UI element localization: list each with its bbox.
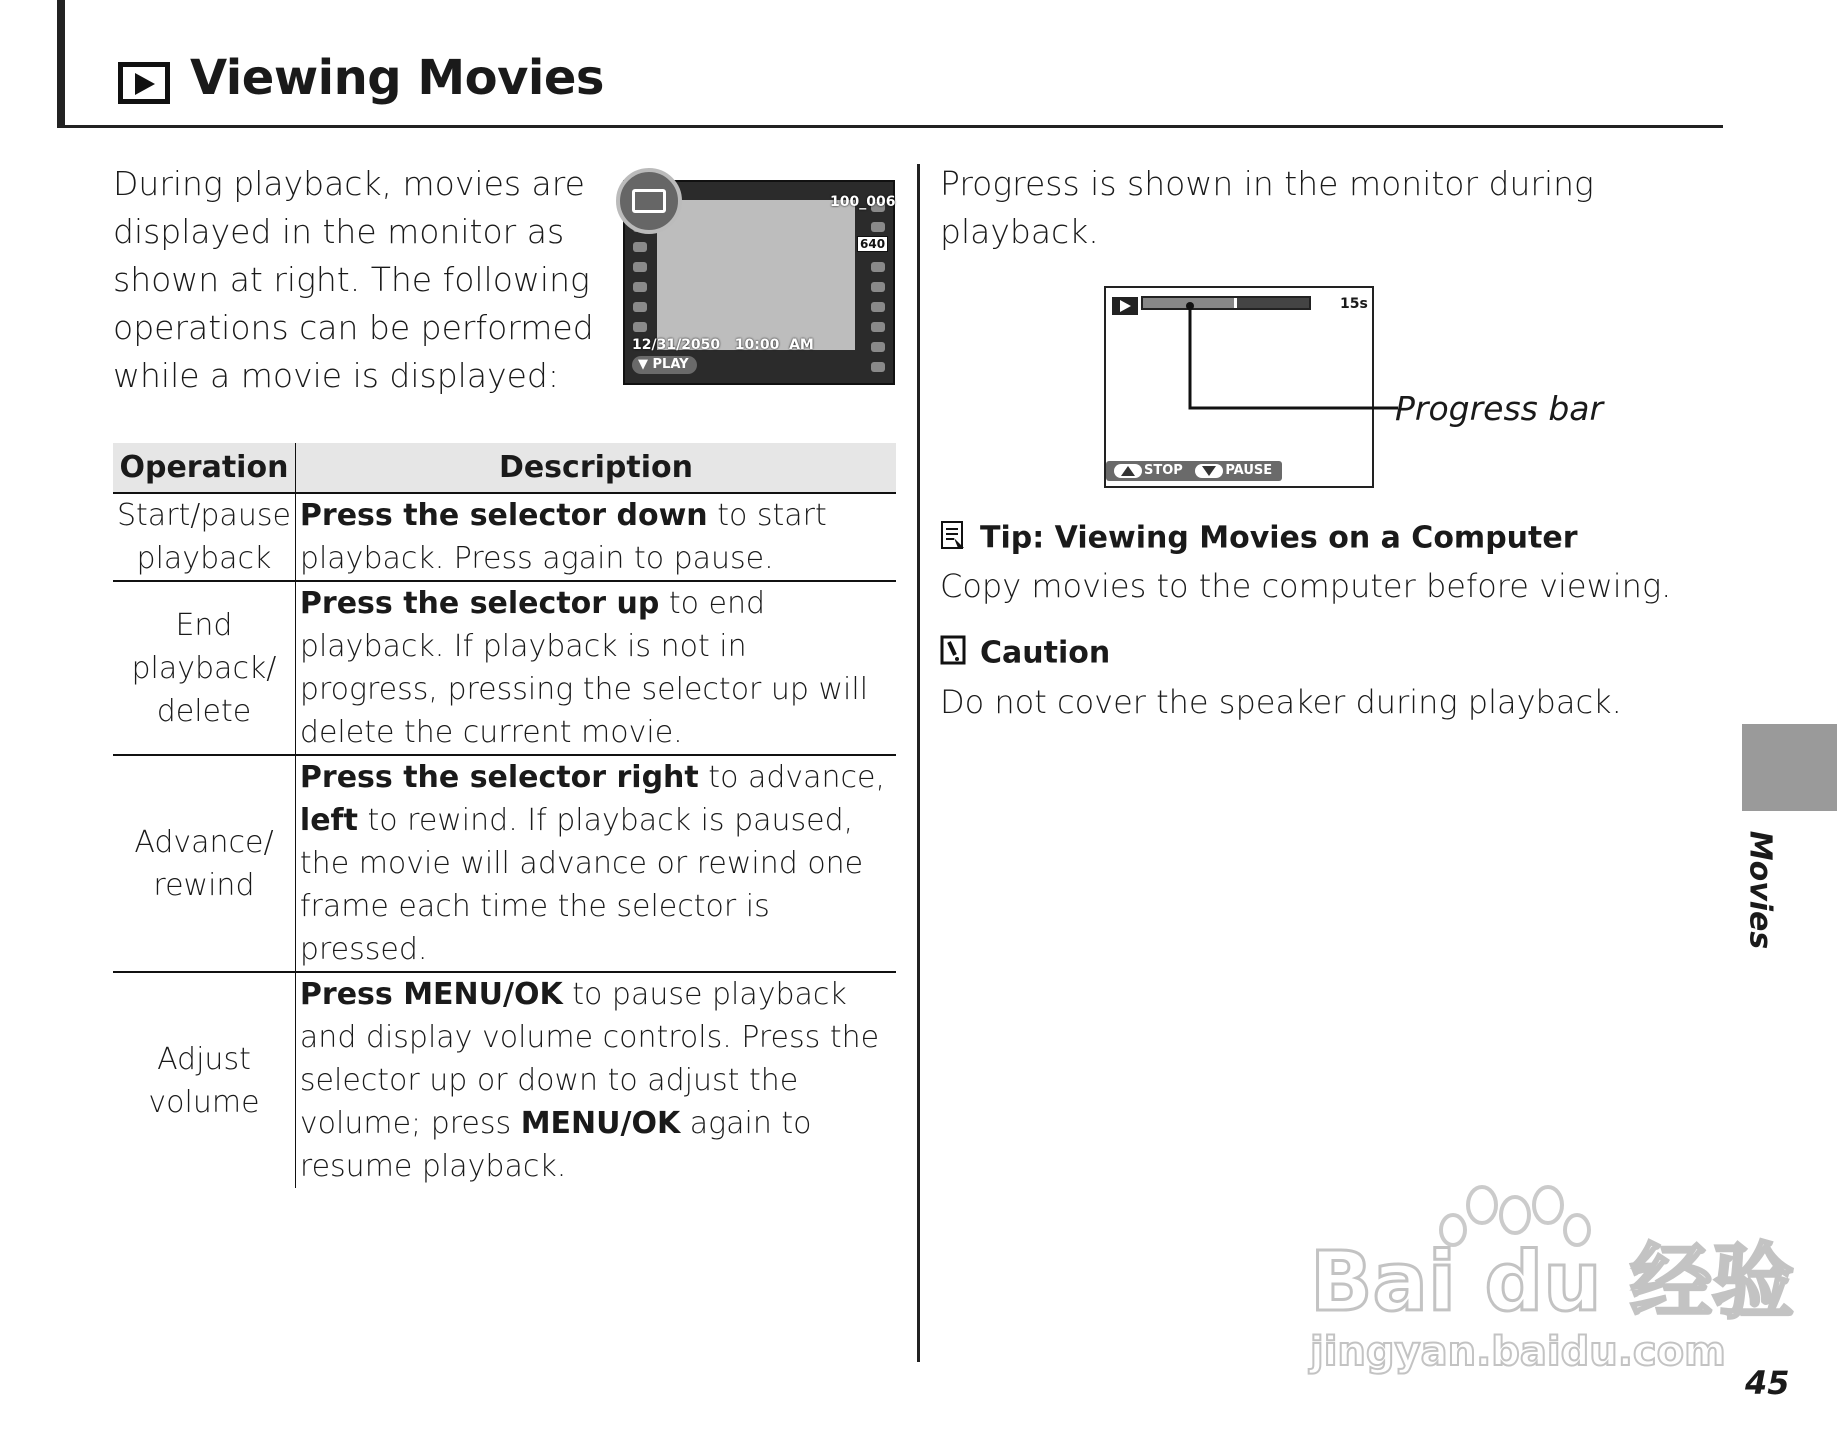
caution-body: Do not cover the speaker during playback. <box>940 683 1622 721</box>
progress-paragraph: Progress is shown in the monitor during playback. <box>940 164 1594 251</box>
tip-body: Copy movies to the computer before viewing. <box>940 567 1672 605</box>
operations-table <box>113 443 896 1188</box>
film-sprocket <box>633 322 647 332</box>
date-time: 12/31/2050 10:00 AM <box>632 337 814 353</box>
description-cell: Press the selector right to advance, left to rewind. If playback is paused, the movie will advance or rewind one frame each time the selector is pressed. <box>295 755 896 972</box>
film-sprocket <box>871 262 885 272</box>
tip-icon <box>940 520 966 558</box>
progress-bar-leader-line <box>1180 300 1400 412</box>
chapter-tab <box>1742 724 1837 811</box>
film-sprocket <box>633 302 647 312</box>
operation-cell: End playback/ delete <box>113 581 295 755</box>
monitor-screen <box>657 200 855 350</box>
film-sprocket <box>633 282 647 292</box>
description-cell: Press the selector down to start playback. Press again to pause. <box>295 493 896 581</box>
playback-icon <box>118 62 170 104</box>
table-header-description: Description <box>295 443 896 493</box>
down-arrow-icon <box>1195 464 1223 478</box>
operation-cell: Adjust volume <box>113 972 295 1188</box>
film-sprocket <box>633 262 647 272</box>
remaining-time: 15s <box>1340 296 1368 312</box>
down-arrow-icon: ▼ <box>638 357 648 372</box>
file-number: 100_006 <box>830 194 896 210</box>
up-arrow-icon <box>1114 464 1142 478</box>
film-sprocket <box>871 362 885 372</box>
intro-paragraph: During playback, movies are displayed in the monitor as shown at right. The following operations can be performed while a movie is displayed: <box>113 164 594 395</box>
description-cell: Press MENU/OK to pause playback and display volume controls. Press the selector up or down to adjust the volume; press MENU/OK again to resume playback. <box>299 977 880 1184</box>
page-number: 45 <box>1745 1364 1790 1402</box>
baidu-watermark <box>1300 1175 1795 1380</box>
description-cell: Press the selector up to end playback. If playback is not in progress, pressing the selector up will delete the current movie. <box>295 581 896 755</box>
table-row <box>113 581 896 755</box>
title-accent-bar <box>57 0 65 128</box>
table-row <box>113 972 896 1188</box>
pause-label: PAUSE <box>1225 463 1273 478</box>
svg-text:Bai du 经验: Bai du 经验 <box>1310 1235 1795 1330</box>
chapter-label: Movies <box>1742 830 1778 950</box>
playback-icon <box>1112 297 1138 315</box>
film-sprocket <box>633 242 647 252</box>
film-sprocket <box>871 222 885 232</box>
film-sprocket <box>871 282 885 292</box>
title-underline <box>57 125 1723 128</box>
table-row <box>113 755 896 972</box>
caution-icon <box>940 635 966 673</box>
tip-heading: Tip: Viewing Movies on a Computer <box>940 520 1578 558</box>
table-header-operation: Operation <box>113 443 295 493</box>
playback-controls <box>1106 461 1282 481</box>
play-label: PLAY <box>652 357 689 372</box>
table-row <box>113 493 896 581</box>
caution-heading: Caution <box>940 635 1110 673</box>
progress-bar-label: Progress bar <box>1395 389 1604 428</box>
movie-icon <box>616 168 682 234</box>
play-indicator <box>632 356 697 374</box>
column-divider <box>917 164 920 1362</box>
film-sprocket <box>871 302 885 312</box>
film-sprocket <box>871 342 885 352</box>
resolution-badge: 640 <box>857 236 888 252</box>
svg-text:jingyan.baidu.com: jingyan.baidu.com <box>1310 1329 1726 1375</box>
operation-cell: Start/pause playback <box>113 493 295 581</box>
stop-label: STOP <box>1144 463 1183 478</box>
operation-cell: Advance/ rewind <box>113 755 295 972</box>
film-sprocket <box>871 322 885 332</box>
page-title: Viewing Movies <box>190 50 604 106</box>
